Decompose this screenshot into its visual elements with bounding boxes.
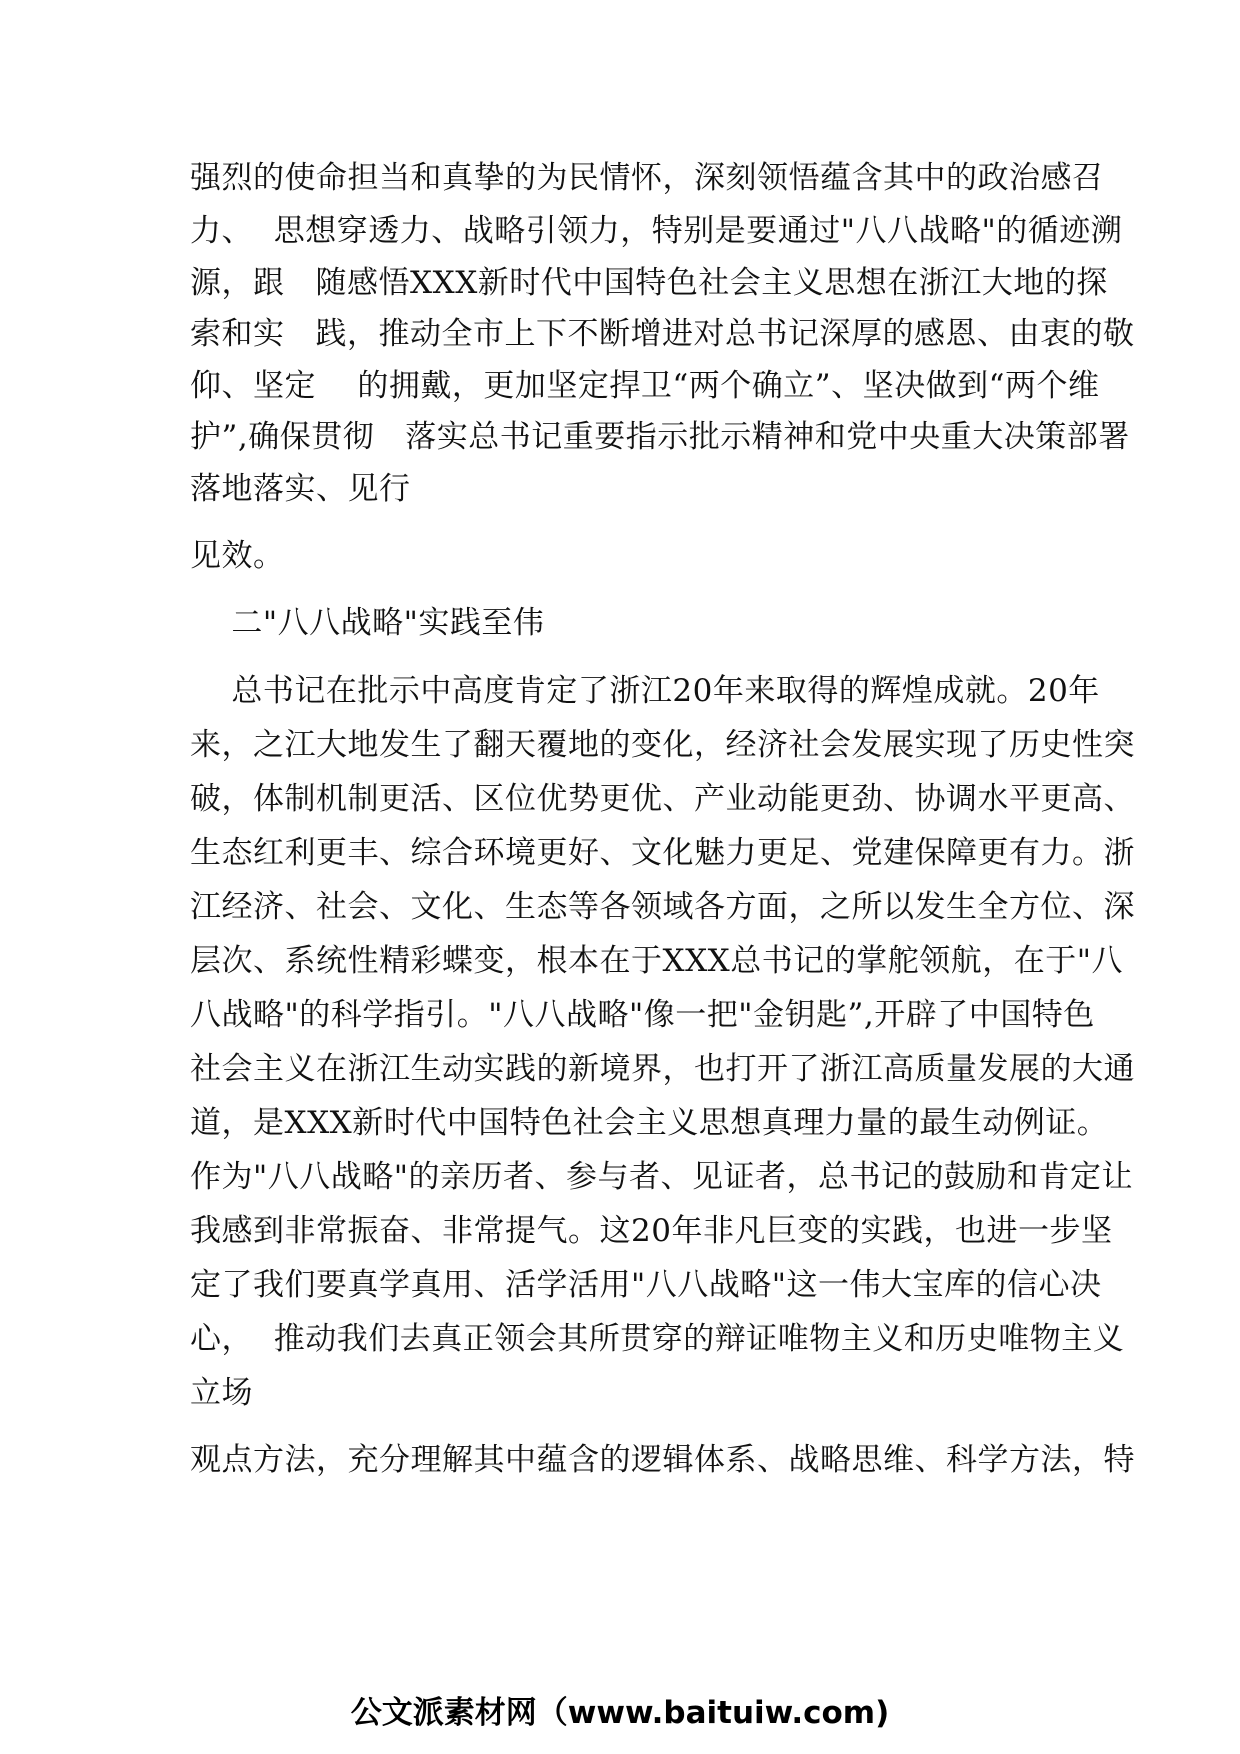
text-line: 仰、坚定 的拥戴，更加坚定捍卫“两个确立”、坚决做到“两个维 [190, 368, 1100, 404]
text-line: 力、 思想穿透力、战略引领力，特别是要通过"八八战略"的循迹溯 [190, 213, 1123, 249]
text-line: 层次、系统性精彩蝶变，根本在于XXX总书记的掌舵领航，在于"八 [190, 943, 1123, 979]
text-line: 护”,确保贯彻 落实总书记重要指示批示精神和党中央重大决策部署 [190, 419, 1130, 455]
text-line: 落地落实、见行 [190, 471, 411, 507]
text-line: 观点方法，充分理解其中蕴含的逻辑体系、战略思维、科学方法，特 [190, 1442, 1135, 1478]
text-line: 定了我们要真学真用、活学活用"八八战略"这一伟大宝库的信心决 [190, 1267, 1102, 1303]
text-line: 总书记在批示中高度肯定了浙江20年来取得的辉煌成就。20年 [190, 673, 1100, 709]
site-footer: 公文派素材网（www.baituiw.com) [350, 1695, 890, 1731]
text-line: 见效。 [190, 538, 285, 574]
text-line: 来，之江大地发生了翻天覆地的变化，经济社会发展实现了历史性突 [190, 727, 1135, 763]
text-line: 源，跟 随感悟XXX新时代中国特色社会主义思想在浙江大地的探 [190, 265, 1108, 301]
text-line: 作为"八八战略"的亲历者、参与者、见证者，总书记的鼓励和肯定让 [190, 1159, 1134, 1195]
text-line: 生态红利更丰、综合环境更好、文化魅力更足、党建保障更有力。浙 [190, 835, 1135, 871]
text-line: 索和实 践，推动全市上下不断增进对总书记深厚的感恩、由衷的敬 [190, 316, 1135, 352]
text-line: 道，是XXX新时代中国特色社会主义思想真理力量的最生动例证。 [190, 1105, 1109, 1141]
text-line: 立场 [190, 1375, 253, 1411]
text-line: 心， 推动我们去真正领会其所贯穿的辩证唯物主义和历史唯物主义 [190, 1321, 1125, 1357]
text-line: 八战略"的科学指引。"八八战略"像一把"金钥匙”,开辟了中国特色 [190, 997, 1095, 1033]
text-line: 社会主义在浙江生动实践的新境界，也打开了浙江高质量发展的大通 [190, 1051, 1135, 1087]
text-line: 强烈的使命担当和真挚的为民情怀，深刻领悟蕴含其中的政治感召 [190, 160, 1104, 196]
text-line: 我感到非常振奋、非常提气。这20年非凡巨变的实践，也进一步坚 [190, 1213, 1113, 1249]
text-line: 江经济、社会、文化、生态等各领域各方面，之所以发生全方位、深 [190, 889, 1135, 925]
text-line: 破，体制机制更活、区位优势更优、产业动能更劲、协调水平更高、 [190, 781, 1135, 817]
section-heading: 二"八八战略"实践至伟 [190, 605, 545, 641]
